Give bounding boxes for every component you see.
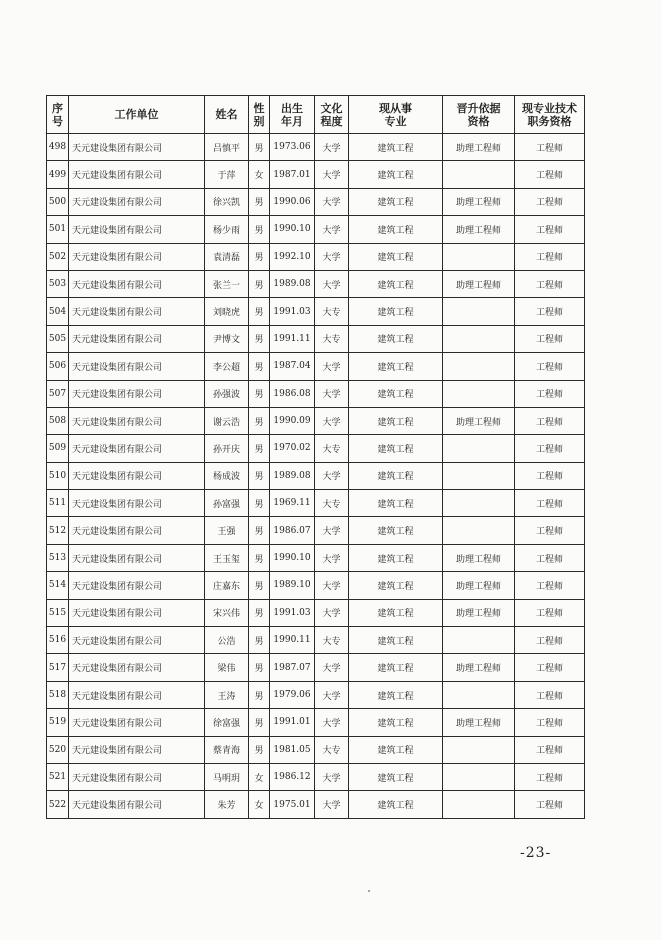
cell-unit: 天元建设集团有限公司 [69,681,205,708]
table-row [47,572,585,599]
cell-birth: 1986.08 [270,380,315,407]
cell-gender: 男 [249,325,270,352]
cell-unit: 天元建设集团有限公司 [69,161,205,188]
cell-birth: 1991.03 [270,599,315,626]
cell-birth: 1989.10 [270,572,315,599]
cell-gender: 男 [249,407,270,434]
cell-unit: 天元建设集团有限公司 [69,572,205,599]
cell-qualification: 工程师 [515,134,585,161]
cell-no: 520 [47,736,69,763]
cell-gender: 男 [249,353,270,380]
qualification-table [46,95,585,819]
cell-birth: 1986.07 [270,517,315,544]
cell-basis: 助理工程师 [443,654,515,681]
cell-name: 谢云浩 [205,407,249,434]
cell-basis [443,462,515,489]
cell-basis [443,517,515,544]
cell-major: 建筑工程 [349,161,443,188]
cell-gender: 男 [249,298,270,325]
cell-no: 509 [47,435,69,462]
cell-name: 孙富强 [205,490,249,517]
cell-birth: 1989.08 [270,462,315,489]
cell-major: 建筑工程 [349,407,443,434]
cell-education: 大学 [315,654,349,681]
cell-major: 建筑工程 [349,216,443,243]
cell-name: 尹博文 [205,325,249,352]
cell-name: 马明玥 [205,763,249,790]
cell-education: 大学 [315,517,349,544]
cell-gender: 男 [249,517,270,544]
cell-major: 建筑工程 [349,325,443,352]
cell-education: 大学 [315,681,349,708]
cell-birth: 1990.10 [270,216,315,243]
cell-unit: 天元建设集团有限公司 [69,270,205,297]
cell-no: 512 [47,517,69,544]
cell-unit: 天元建设集团有限公司 [69,407,205,434]
table-row [47,490,585,517]
cell-gender: 男 [249,654,270,681]
cell-major: 建筑工程 [349,353,443,380]
cell-no: 505 [47,325,69,352]
cell-gender: 男 [249,188,270,215]
cell-basis: 助理工程师 [443,216,515,243]
cell-unit: 天元建设集团有限公司 [69,654,205,681]
cell-basis [443,353,515,380]
cell-gender: 男 [249,380,270,407]
cell-name: 宋兴伟 [205,599,249,626]
table-body [47,134,585,819]
cell-basis: 助理工程师 [443,134,515,161]
table-row [47,517,585,544]
cell-major: 建筑工程 [349,243,443,270]
cell-unit: 天元建设集团有限公司 [69,763,205,790]
cell-name: 孙开庆 [205,435,249,462]
cell-birth: 1975.01 [270,791,315,818]
cell-no: 519 [47,709,69,736]
cell-birth: 1987.01 [270,161,315,188]
cell-name: 庄嘉东 [205,572,249,599]
cell-qualification: 工程师 [515,791,585,818]
cell-qualification: 工程师 [515,325,585,352]
cell-qualification: 工程师 [515,161,585,188]
cell-gender: 男 [249,462,270,489]
cell-qualification: 工程师 [515,709,585,736]
cell-education: 大学 [315,572,349,599]
cell-basis [443,243,515,270]
cell-major: 建筑工程 [349,709,443,736]
cell-basis: 助理工程师 [443,544,515,571]
cell-qualification: 工程师 [515,544,585,571]
cell-qualification: 工程师 [515,462,585,489]
cell-no: 508 [47,407,69,434]
cell-qualification: 工程师 [515,627,585,654]
cell-no: 499 [47,161,69,188]
cell-education: 大学 [315,407,349,434]
cell-education: 大学 [315,599,349,626]
cell-major: 建筑工程 [349,736,443,763]
cell-education: 大学 [315,462,349,489]
table-row [47,134,585,161]
cell-birth: 1986.12 [270,763,315,790]
table-row [47,353,585,380]
cell-birth: 1989.08 [270,270,315,297]
cell-education: 大专 [315,736,349,763]
cell-gender: 男 [249,681,270,708]
cell-birth: 1987.07 [270,654,315,681]
header-name: 姓名 [205,96,249,134]
cell-name: 李公超 [205,353,249,380]
cell-gender: 男 [249,216,270,243]
cell-qualification: 工程师 [515,407,585,434]
cell-gender: 男 [249,243,270,270]
cell-major: 建筑工程 [349,599,443,626]
cell-name: 王玉玺 [205,544,249,571]
cell-major: 建筑工程 [349,435,443,462]
cell-major: 建筑工程 [349,791,443,818]
header-unit: 工作单位 [69,96,205,134]
cell-qualification: 工程师 [515,243,585,270]
cell-name: 杨成波 [205,462,249,489]
page-number: -23- [520,845,552,861]
cell-basis: 助理工程师 [443,599,515,626]
table-row [47,599,585,626]
cell-major: 建筑工程 [349,517,443,544]
cell-gender: 男 [249,270,270,297]
cell-basis [443,298,515,325]
cell-no: 502 [47,243,69,270]
cell-birth: 1991.11 [270,325,315,352]
table-row [47,188,585,215]
cell-qualification: 工程师 [515,380,585,407]
table-row [47,627,585,654]
cell-basis: 助理工程师 [443,572,515,599]
cell-name: 王强 [205,517,249,544]
cell-name: 徐富强 [205,709,249,736]
header-row [47,96,585,134]
cell-qualification: 工程师 [515,599,585,626]
cell-education: 大学 [315,353,349,380]
cell-basis [443,681,515,708]
table-row [47,298,585,325]
cell-education: 大学 [315,763,349,790]
cell-no: 511 [47,490,69,517]
cell-basis [443,791,515,818]
cell-birth: 1969.11 [270,490,315,517]
cell-birth: 1991.01 [270,709,315,736]
cell-name: 孙强波 [205,380,249,407]
cell-qualification: 工程师 [515,763,585,790]
cell-qualification: 工程师 [515,572,585,599]
header-gender: 性 别 [249,96,270,134]
qualification-table-container [46,95,585,819]
cell-basis: 助理工程师 [443,270,515,297]
cell-education: 大专 [315,490,349,517]
table-row [47,270,585,297]
table-row [47,216,585,243]
scan-speck [368,890,370,892]
header-no: 序 号 [47,96,69,134]
table-row [47,161,585,188]
table-row [47,681,585,708]
cell-major: 建筑工程 [349,380,443,407]
cell-qualification: 工程师 [515,188,585,215]
cell-unit: 天元建设集团有限公司 [69,791,205,818]
cell-basis: 助理工程师 [443,188,515,215]
cell-gender: 男 [249,627,270,654]
cell-birth: 1981.05 [270,736,315,763]
cell-education: 大学 [315,216,349,243]
cell-qualification: 工程师 [515,736,585,763]
cell-education: 大专 [315,435,349,462]
cell-no: 510 [47,462,69,489]
cell-no: 500 [47,188,69,215]
cell-unit: 天元建设集团有限公司 [69,325,205,352]
cell-gender: 女 [249,791,270,818]
cell-education: 大学 [315,243,349,270]
cell-gender: 男 [249,490,270,517]
table-row [47,544,585,571]
header-education: 文化 程度 [315,96,349,134]
cell-qualification: 工程师 [515,270,585,297]
cell-basis: 助理工程师 [443,407,515,434]
cell-major: 建筑工程 [349,462,443,489]
cell-birth: 1992.10 [270,243,315,270]
cell-education: 大学 [315,380,349,407]
cell-no: 501 [47,216,69,243]
cell-unit: 天元建设集团有限公司 [69,517,205,544]
cell-unit: 天元建设集团有限公司 [69,353,205,380]
cell-major: 建筑工程 [349,763,443,790]
cell-unit: 天元建设集团有限公司 [69,188,205,215]
cell-unit: 天元建设集团有限公司 [69,435,205,462]
header-birth: 出生 年月 [270,96,315,134]
cell-no: 518 [47,681,69,708]
cell-gender: 女 [249,763,270,790]
cell-birth: 1987.04 [270,353,315,380]
cell-basis [443,763,515,790]
table-row [47,435,585,462]
cell-basis [443,380,515,407]
cell-name: 张兰一 [205,270,249,297]
cell-gender: 男 [249,709,270,736]
cell-gender: 男 [249,572,270,599]
cell-unit: 天元建设集团有限公司 [69,490,205,517]
cell-no: 498 [47,134,69,161]
cell-education: 大学 [315,161,349,188]
cell-no: 506 [47,353,69,380]
cell-gender: 男 [249,736,270,763]
cell-basis [443,736,515,763]
cell-no: 503 [47,270,69,297]
cell-qualification: 工程师 [515,435,585,462]
cell-unit: 天元建设集团有限公司 [69,243,205,270]
cell-birth: 1990.10 [270,544,315,571]
cell-no: 504 [47,298,69,325]
cell-name: 蔡青海 [205,736,249,763]
cell-birth: 1990.11 [270,627,315,654]
header-basis: 晋升依据 资格 [443,96,515,134]
cell-birth: 1990.06 [270,188,315,215]
table-row [47,709,585,736]
cell-gender: 男 [249,435,270,462]
cell-major: 建筑工程 [349,490,443,517]
cell-education: 大专 [315,298,349,325]
cell-education: 大学 [315,791,349,818]
cell-birth: 1973.06 [270,134,315,161]
cell-no: 507 [47,380,69,407]
cell-no: 522 [47,791,69,818]
cell-major: 建筑工程 [349,654,443,681]
cell-name: 杨少雨 [205,216,249,243]
cell-unit: 天元建设集团有限公司 [69,298,205,325]
cell-basis [443,161,515,188]
cell-name: 王涛 [205,681,249,708]
cell-qualification: 工程师 [515,517,585,544]
cell-unit: 天元建设集团有限公司 [69,380,205,407]
cell-qualification: 工程师 [515,298,585,325]
cell-no: 514 [47,572,69,599]
cell-no: 513 [47,544,69,571]
cell-birth: 1990.09 [270,407,315,434]
table-row [47,380,585,407]
cell-education: 大专 [315,627,349,654]
cell-basis [443,490,515,517]
cell-no: 521 [47,763,69,790]
header-major: 现从事 专业 [349,96,443,134]
cell-unit: 天元建设集团有限公司 [69,216,205,243]
cell-unit: 天元建设集团有限公司 [69,544,205,571]
cell-birth: 1979.06 [270,681,315,708]
cell-basis [443,627,515,654]
cell-gender: 男 [249,544,270,571]
cell-basis [443,435,515,462]
cell-name: 袁清磊 [205,243,249,270]
cell-no: 517 [47,654,69,681]
cell-name: 吕慎平 [205,134,249,161]
table-row [47,325,585,352]
cell-name: 梁伟 [205,654,249,681]
cell-name: 徐兴凯 [205,188,249,215]
table-row [47,462,585,489]
cell-education: 大学 [315,270,349,297]
table-row [47,736,585,763]
cell-gender: 男 [249,134,270,161]
cell-major: 建筑工程 [349,681,443,708]
cell-unit: 天元建设集团有限公司 [69,599,205,626]
cell-major: 建筑工程 [349,270,443,297]
cell-major: 建筑工程 [349,188,443,215]
cell-name: 刘晓虎 [205,298,249,325]
cell-education: 大学 [315,188,349,215]
cell-basis: 助理工程师 [443,709,515,736]
cell-education: 大学 [315,544,349,571]
cell-name: 于萍 [205,161,249,188]
cell-birth: 1970.02 [270,435,315,462]
cell-gender: 男 [249,599,270,626]
cell-gender: 女 [249,161,270,188]
cell-qualification: 工程师 [515,681,585,708]
table-row [47,654,585,681]
cell-unit: 天元建设集团有限公司 [69,627,205,654]
cell-major: 建筑工程 [349,627,443,654]
table-row [47,763,585,790]
cell-qualification: 工程师 [515,353,585,380]
table-row [47,407,585,434]
cell-qualification: 工程师 [515,216,585,243]
cell-education: 大学 [315,134,349,161]
cell-major: 建筑工程 [349,544,443,571]
cell-major: 建筑工程 [349,572,443,599]
cell-major: 建筑工程 [349,298,443,325]
cell-birth: 1991.03 [270,298,315,325]
cell-qualification: 工程师 [515,654,585,681]
cell-major: 建筑工程 [349,134,443,161]
cell-name: 公浩 [205,627,249,654]
cell-education: 大学 [315,709,349,736]
table-row [47,791,585,818]
cell-name: 朱芳 [205,791,249,818]
cell-unit: 天元建设集团有限公司 [69,709,205,736]
cell-unit: 天元建设集团有限公司 [69,134,205,161]
cell-basis [443,325,515,352]
cell-qualification: 工程师 [515,490,585,517]
cell-no: 515 [47,599,69,626]
cell-education: 大专 [315,325,349,352]
cell-unit: 天元建设集团有限公司 [69,462,205,489]
header-qualification: 现专业技术 职务资格 [515,96,585,134]
cell-unit: 天元建设集团有限公司 [69,736,205,763]
cell-no: 516 [47,627,69,654]
table-row [47,243,585,270]
